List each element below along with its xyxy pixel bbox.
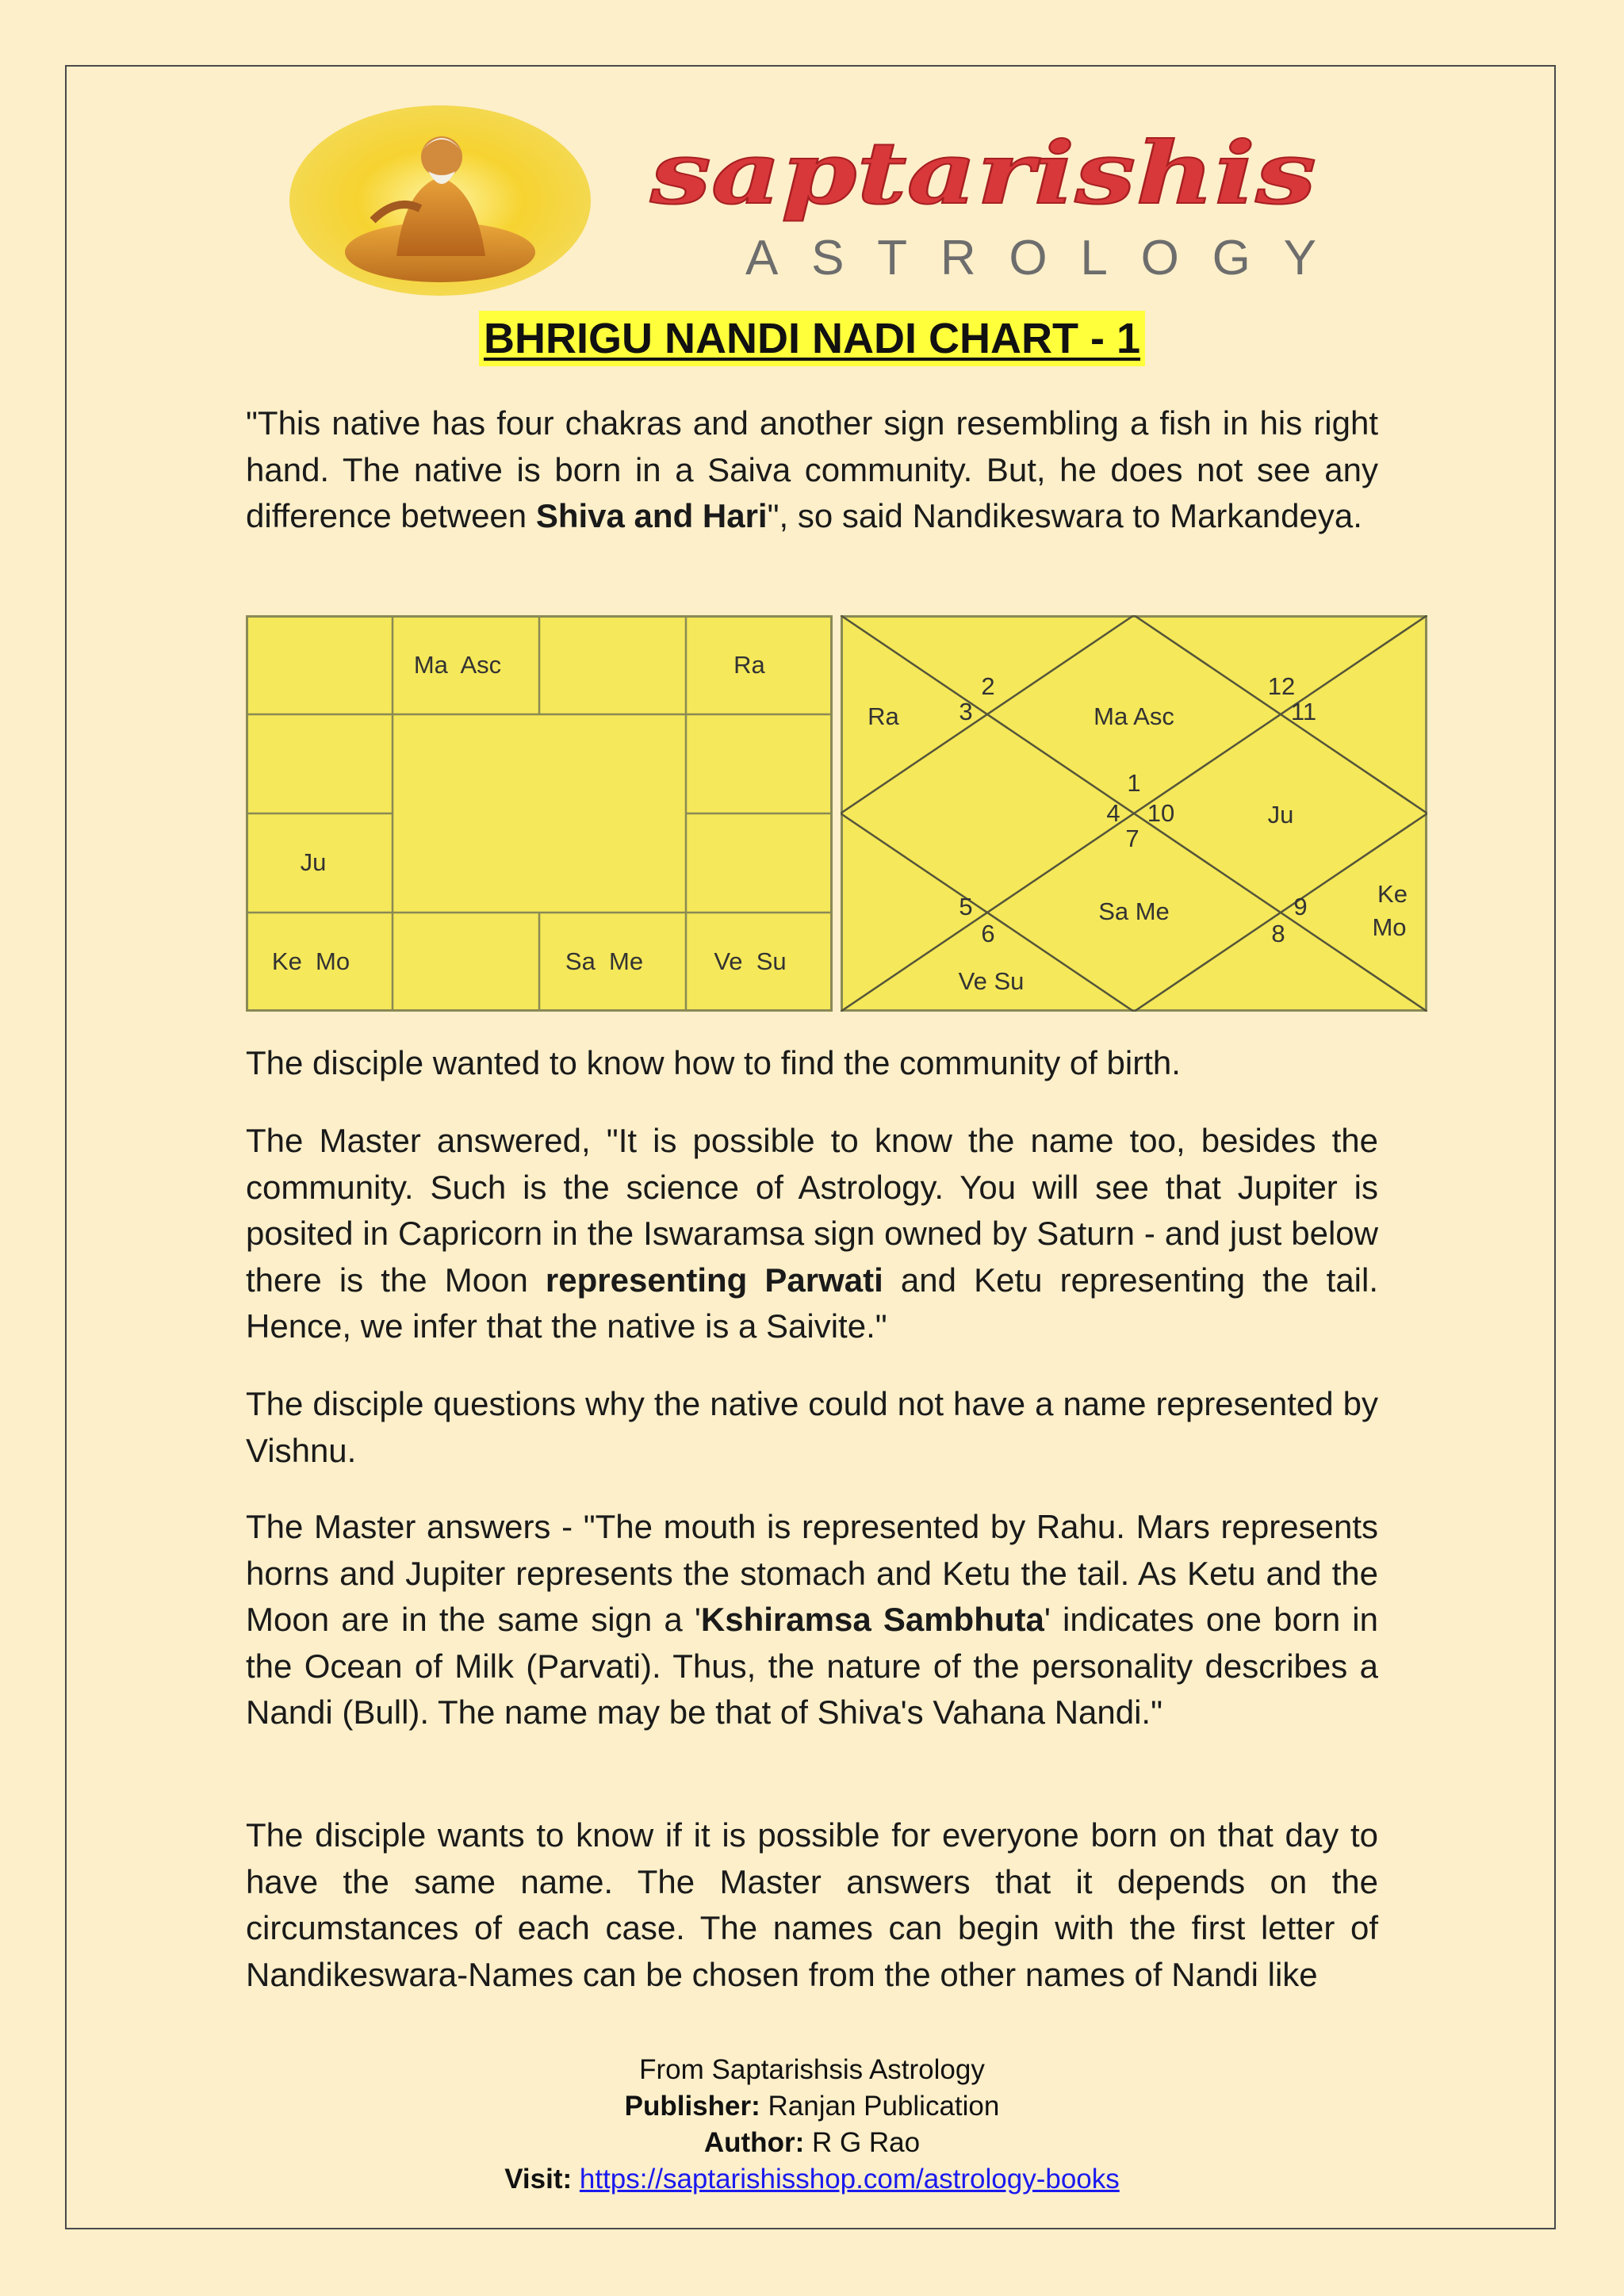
- sign-4: 4: [1106, 799, 1120, 827]
- footer-link[interactable]: https://saptarishisshop.com/astrology-books: [579, 2164, 1120, 2195]
- paragraph-2: The Master answered, "It is possible to know the name too, besides the community. Such is the science of Astrology. You will see that Jupiter is posited in Capricorn in the Iswaramsa sign owned by Saturn - and just below there is the Moon representing Parwati and Ketu representing the tail. Hence, we infer that the native is a Saivite.": [246, 1122, 1379, 1345]
- cell-virgo: Ve Su: [714, 947, 787, 975]
- footer-source: From Saptarishsis Astrology: [639, 2054, 985, 2085]
- paragraph-5: The disciple wants to know if it is possible for everyone born on that day to have the same name. The Master answers that it depends on the circumstances of each case. The names can begin with the first letter of Nandikeswara-Names can be chosen from the other names of Nandi like: [246, 1816, 1378, 1993]
- page-title: BHRIGU NANDI NADI CHART - 1: [479, 311, 1145, 366]
- cell-gemini: Ra: [733, 651, 765, 679]
- footer: [0, 2052, 1624, 2198]
- sign-3: 3: [959, 698, 973, 725]
- sign-5: 5: [959, 893, 973, 920]
- house-9-b: Mo: [1372, 913, 1407, 941]
- cell-capricorn: Ju: [300, 848, 327, 876]
- sign-6: 6: [981, 920, 995, 947]
- footer-visit: Visit: https://saptarishisshop.com/astrology-books: [504, 2164, 1120, 2195]
- logo-sub: ASTROLOGY: [745, 231, 1316, 285]
- cell-sagittarius: Ke Mo: [271, 947, 350, 975]
- house-7: Sa Me: [1098, 897, 1170, 925]
- footer-publisher: Publisher: Ranjan Publication: [624, 2091, 1000, 2122]
- footer-author: Author: R G Rao: [703, 2127, 921, 2158]
- paragraph-3: The disciple questions why the native could not have a name represented by Vishnu.: [246, 1385, 1378, 1469]
- sign-10: 10: [1147, 799, 1175, 827]
- south-indian-chart: [246, 615, 833, 1016]
- cell-aries: Ma Asc: [413, 651, 502, 679]
- house-3: Ra: [868, 702, 899, 730]
- house-6: Ve Su: [958, 967, 1025, 995]
- sign-8: 8: [1271, 920, 1285, 947]
- house-10: Ju: [1267, 801, 1294, 828]
- house-9-a: Ke: [1377, 880, 1408, 908]
- intro-paragraph: "This native has four chakras and another sign resembling a fish in his right hand. The native is born in a Saiva community. But, he does not see any difference between Shiva and Hari", so said Nandikeswara to Markandeya.: [246, 404, 1378, 534]
- sign-1: 1: [1127, 769, 1141, 797]
- cell-libra: Sa Me: [565, 947, 644, 975]
- saptarishis-logo: [278, 101, 1356, 300]
- house-1: Ma Asc: [1094, 702, 1174, 730]
- paragraph-4: The Master answers - "The mouth is represented by Rahu. Mars represents horns and Jupiter represents the stomach and Ketu the tail. As Ketu and the Moon are in the same sign a 'Kshiramsa Sambhuta' indicates one born in the Ocean of Milk (Parvati). Thus, the nature of the personality describes a Nandi (Bull). The name may be that of Shiva's Vahana Nandi.": [246, 1508, 1378, 1731]
- paragraph-1: The disciple wanted to know how to find the community of birth.: [246, 1044, 1181, 1081]
- sign-9: 9: [1293, 893, 1308, 920]
- north-indian-chart: [841, 615, 1427, 1016]
- sign-11: 11: [1290, 698, 1317, 725]
- logo-word: saptarishis: [649, 124, 1316, 224]
- sign-12: 12: [1267, 672, 1296, 700]
- sign-2: 2: [981, 672, 995, 700]
- sage-emblem-icon: [289, 105, 591, 296]
- sign-7: 7: [1125, 825, 1139, 852]
